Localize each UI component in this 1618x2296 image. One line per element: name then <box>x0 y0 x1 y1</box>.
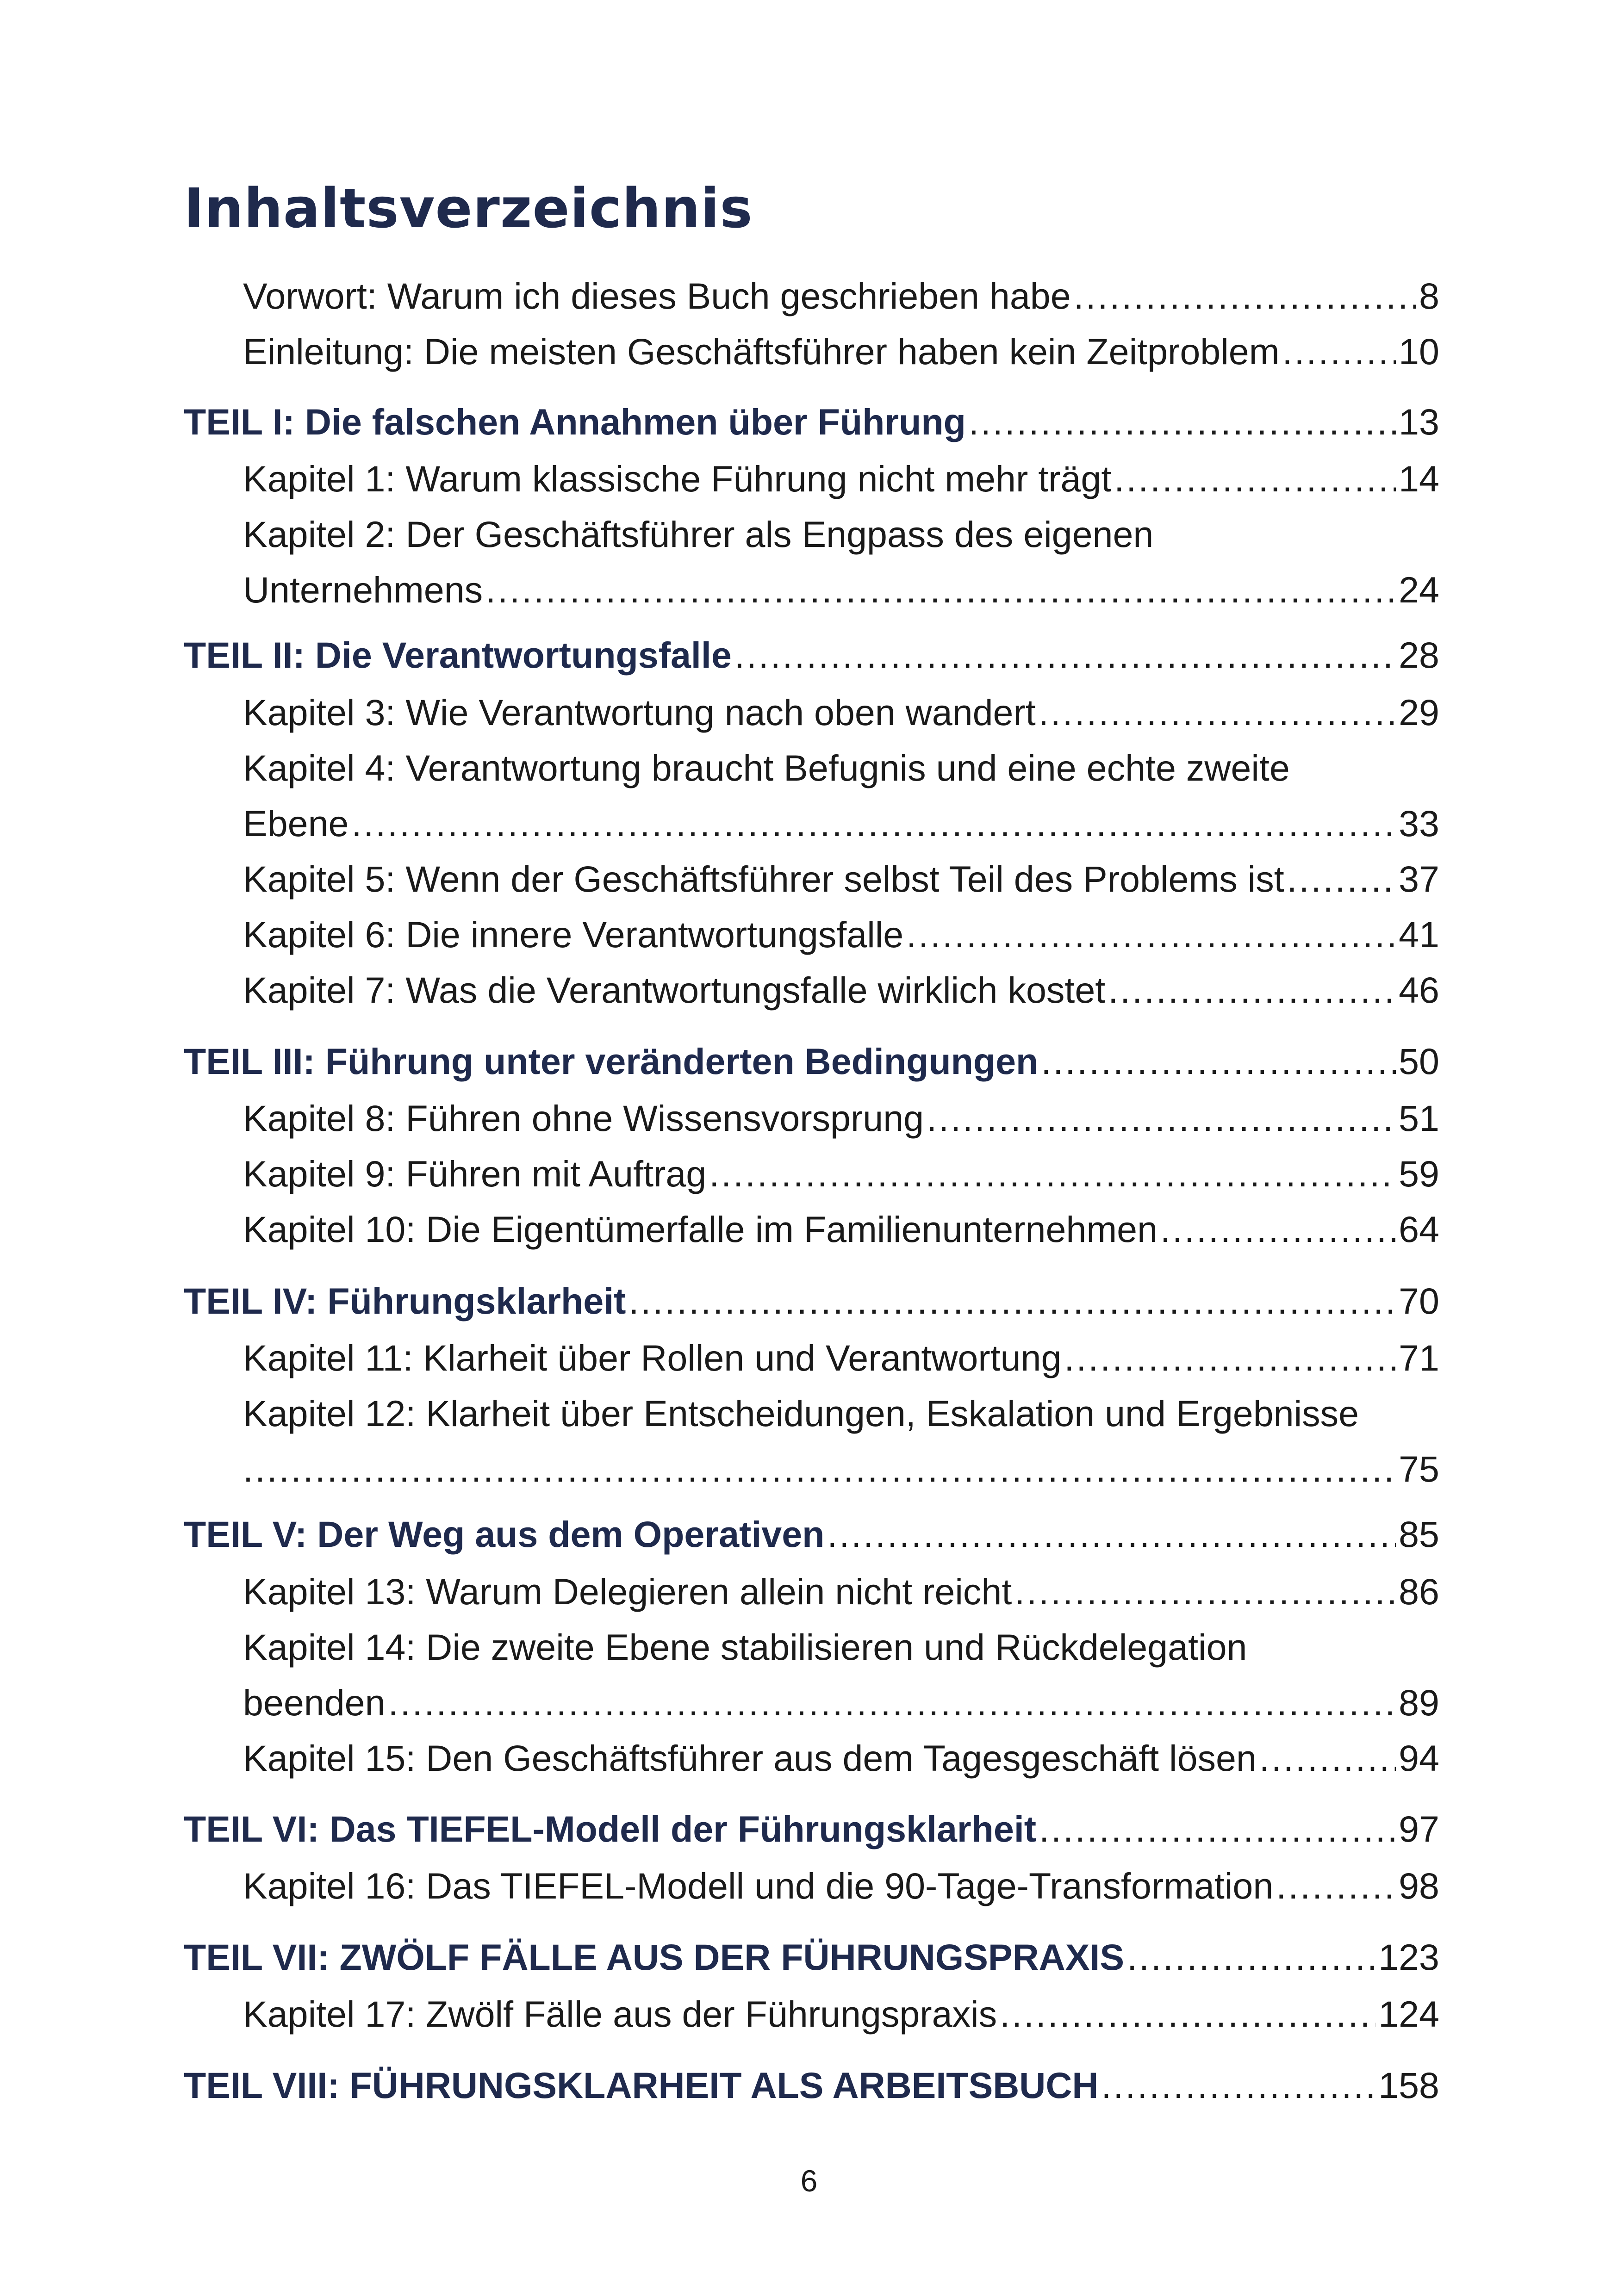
toc-chapter-9[interactable] <box>243 1146 1439 1202</box>
leader-dots <box>1287 851 1396 907</box>
toc-entry-label-line1: Kapitel 12: Klarheit über Entscheidungen, Eskalation und Ergebnisse <box>243 1393 1359 1434</box>
toc-chapter-8[interactable] <box>243 1091 1439 1146</box>
toc-entry-page: 75 <box>1399 1448 1439 1489</box>
leader-dots <box>1276 1858 1396 1914</box>
toc-entry-page: 37 <box>1399 858 1439 900</box>
toc-entry-page: 46 <box>1399 969 1439 1011</box>
toc-entry-label-line1: Kapitel 4: Verantwortung braucht Befugnis und eine echte zweite <box>243 747 1290 788</box>
toc-entry-page: 89 <box>1399 1682 1439 1723</box>
page-number: 6 <box>800 2164 818 2198</box>
toc-entry-label-line1: Kapitel 2: Der Geschäftsführer als Engpass des eigenen <box>243 514 1154 555</box>
leader-dots <box>629 1273 1396 1329</box>
leader-dots <box>1074 268 1416 324</box>
toc-entry-label: Kapitel 17: Zwölf Fälle aus der Führungspraxis <box>243 1993 997 2035</box>
toc-entry-label-line2: beenden <box>243 1682 386 1723</box>
toc-chapter-2[interactable] <box>243 507 1439 618</box>
toc-entry-page: 33 <box>1399 803 1439 844</box>
toc-entry-page: 41 <box>1399 914 1439 955</box>
toc-part-label: TEIL V: Der Weg aus dem Operativen <box>184 1514 825 1555</box>
leader-dots <box>827 1507 1396 1562</box>
toc-entry-label: Kapitel 15: Den Geschäftsführer aus dem Tagesgeschäft lösen <box>243 1738 1257 1779</box>
toc-entry-label: Kapitel 3: Wie Verantwortung nach oben wandert <box>243 692 1036 733</box>
toc-entry-page: 50 <box>1399 1041 1439 1082</box>
toc-entry-label: Kapitel 11: Klarheit über Rollen und Verantwortung <box>243 1337 1062 1378</box>
toc-chapter-12[interactable] <box>243 1386 1439 1497</box>
toc-entry-label: Vorwort: Warum ich dieses Buch geschrieben habe <box>243 275 1071 316</box>
toc-part-label: TEIL VII: ZWÖLF FÄLLE AUS DER FÜHRUNGSPRAXIS <box>184 1936 1125 1978</box>
toc-entry-page: 158 <box>1378 2065 1439 2106</box>
toc-entry-page: 29 <box>1399 692 1439 733</box>
toc-entry-label: Kapitel 8: Führen ohne Wissensvorsprung <box>243 1098 924 1139</box>
toc-part-2[interactable] <box>184 627 1439 683</box>
toc-entry-page: 70 <box>1399 1280 1439 1322</box>
toc-entry-page: 51 <box>1399 1098 1439 1139</box>
toc-entry-label-line2: Unternehmens <box>243 569 483 610</box>
toc-entry-page: 59 <box>1399 1153 1439 1194</box>
leader-dots <box>734 627 1396 683</box>
leader-dots <box>709 1146 1396 1202</box>
toc-chapter-6[interactable] <box>243 907 1439 962</box>
toc-entry-page: 86 <box>1399 1571 1439 1612</box>
toc-entry-page: 94 <box>1399 1738 1439 1779</box>
toc-entry-label: Kapitel 1: Warum klassische Führung nicht mehr trägt <box>243 458 1112 499</box>
toc-entry-page: 10 <box>1399 331 1439 372</box>
toc-entry-label: Kapitel 6: Die innere Verantwortungsfalle <box>243 914 904 955</box>
toc-chapter-1[interactable] <box>243 451 1439 507</box>
toc-chapter-5[interactable] <box>243 851 1439 907</box>
toc-entry-page: 14 <box>1399 458 1439 499</box>
leader-dots <box>1259 1731 1396 1786</box>
leader-dots <box>1000 1986 1375 2042</box>
toc-entry-page: 8 <box>1419 275 1439 316</box>
leader-dots <box>969 394 1396 450</box>
toc-entry-page: 71 <box>1399 1337 1439 1378</box>
toc-entry-page: 98 <box>1399 1865 1439 1906</box>
leader-dots <box>1160 1202 1396 1257</box>
toc-chapter-3[interactable] <box>243 685 1439 740</box>
toc-entry-page: 85 <box>1399 1514 1439 1555</box>
page-title: Inhaltsverzeichnis <box>184 176 753 240</box>
leader-dots <box>906 907 1396 962</box>
toc-entry-label-line2: Ebene <box>243 803 349 844</box>
toc-part-label: TEIL IV: Führungsklarheit <box>184 1280 626 1322</box>
toc-entry-page: 28 <box>1399 634 1439 676</box>
toc-entry-label-line1: Kapitel 14: Die zweite Ebene stabilisieren und Rückdelegation <box>243 1626 1247 1668</box>
leader-dots <box>1108 962 1396 1018</box>
toc-chapter-16[interactable] <box>243 1858 1439 1914</box>
leader-dots <box>1039 685 1396 740</box>
leader-dots <box>927 1091 1396 1146</box>
toc-entry-page: 13 <box>1399 401 1439 442</box>
toc-entry-label: Kapitel 10: Die Eigentümerfalle im Familienunternehmen <box>243 1209 1158 1250</box>
leader-dots <box>243 1441 1396 1497</box>
toc-entry-vorwort[interactable] <box>243 268 1439 324</box>
leader-dots <box>485 562 1396 618</box>
toc-chapter-15[interactable] <box>243 1731 1439 1786</box>
toc-chapter-4[interactable] <box>243 740 1439 851</box>
toc-entry-label: Kapitel 13: Warum Delegieren allein nicht reicht <box>243 1571 1012 1612</box>
toc-part-5[interactable] <box>184 1507 1439 1562</box>
toc-entry-label: Einleitung: Die meisten Geschäftsführer haben kein Zeitproblem <box>243 331 1280 372</box>
toc-part-1[interactable] <box>184 394 1439 450</box>
toc-part-7[interactable] <box>184 1930 1439 1985</box>
toc-part-6[interactable] <box>184 1801 1439 1857</box>
leader-dots <box>1041 1034 1396 1089</box>
leader-dots <box>1014 1564 1396 1620</box>
toc-part-8[interactable] <box>184 2058 1439 2113</box>
toc-entry-label: Kapitel 7: Was die Verantwortungsfalle wirklich kostet <box>243 969 1106 1011</box>
toc-entry-page: 24 <box>1399 569 1439 610</box>
toc-part-label: TEIL II: Die Verantwortungsfalle <box>184 634 732 676</box>
toc-chapter-7[interactable] <box>243 962 1439 1018</box>
leader-dots <box>1039 1801 1396 1857</box>
toc-entry-einleitung[interactable] <box>243 324 1439 379</box>
leader-dots <box>388 1675 1396 1731</box>
toc-entry-label: Kapitel 9: Führen mit Auftrag <box>243 1153 707 1194</box>
toc-entry-label: Kapitel 5: Wenn der Geschäftsführer selbst Teil des Problems ist <box>243 858 1284 900</box>
leader-dots <box>351 796 1396 851</box>
toc-entry-page: 123 <box>1378 1936 1439 1978</box>
toc-chapter-14[interactable] <box>243 1620 1439 1731</box>
toc-chapter-10[interactable] <box>243 1202 1439 1257</box>
toc-chapter-11[interactable] <box>243 1330 1439 1386</box>
leader-dots <box>1101 2058 1375 2113</box>
toc-part-label: TEIL VIII: FÜHRUNGSKLARHEIT ALS ARBEITSBUCH <box>184 2065 1099 2106</box>
toc-part-4[interactable] <box>184 1273 1439 1329</box>
toc-part-label: TEIL I: Die falschen Annahmen über Führung <box>184 401 966 442</box>
toc-part-label: TEIL VI: Das TIEFEL-Modell der Führungsklarheit <box>184 1808 1037 1849</box>
leader-dots <box>1064 1330 1396 1386</box>
toc-entry-page: 64 <box>1399 1209 1439 1250</box>
leader-dots <box>1114 451 1396 507</box>
toc-entry-page: 124 <box>1378 1993 1439 2035</box>
toc-chapter-13[interactable] <box>243 1564 1439 1620</box>
toc-part-label: TEIL III: Führung unter veränderten Bedingungen <box>184 1041 1039 1082</box>
toc-chapter-17[interactable] <box>243 1986 1439 2042</box>
leader-dots <box>1127 1930 1375 1985</box>
toc-part-3[interactable] <box>184 1034 1439 1089</box>
toc-entry-label: Kapitel 16: Das TIEFEL-Modell und die 90-Tage-Transformation <box>243 1865 1274 1906</box>
leader-dots <box>1282 324 1396 379</box>
toc-entry-page: 97 <box>1399 1808 1439 1849</box>
